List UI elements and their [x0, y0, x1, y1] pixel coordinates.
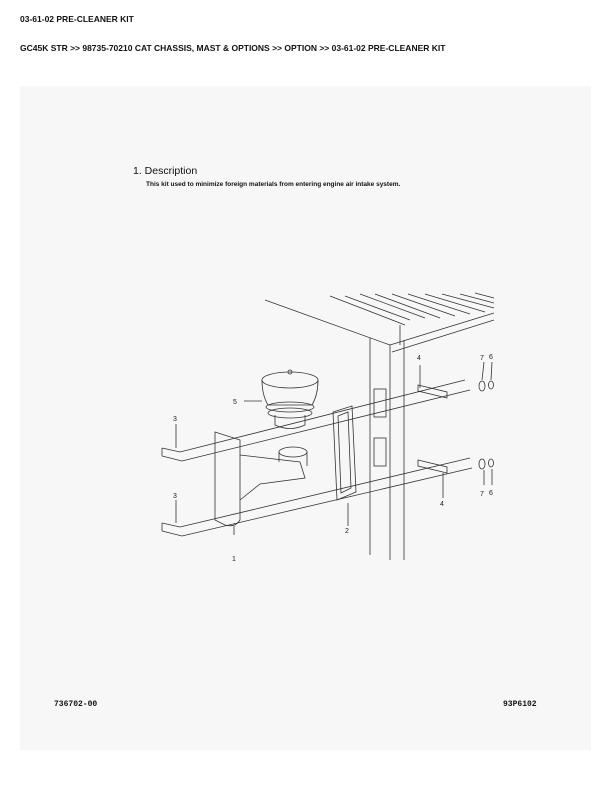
pre-cleaner-bowl — [262, 370, 318, 429]
callout-3-upper: 3 — [173, 416, 177, 423]
bracket-upper — [418, 365, 447, 398]
lower-mounting-band — [162, 458, 472, 536]
mast-post — [370, 338, 404, 560]
breadcrumb: GC45K STR >> 98735-70210 CAT CHASSIS, MAST & OPTIONS >> OPTION >> 03-61-02 PRE-CLEANER KIT — [20, 43, 446, 53]
section-heading: 1. Description — [133, 165, 198, 177]
callout-6-lower: 6 — [489, 490, 493, 497]
callout-6-upper: 6 — [489, 354, 493, 361]
bracket-lower — [418, 460, 447, 498]
callout-7-lower: 7 — [480, 491, 484, 498]
washers-and-nuts — [479, 362, 494, 485]
chassis-frame — [265, 293, 494, 352]
callout-2: 2 — [345, 528, 349, 535]
drawing-number: 736702-00 — [54, 700, 98, 709]
page-title: 03-61-02 PRE-CLEANER KIT — [20, 14, 134, 24]
callout-4-lower: 4 — [440, 501, 444, 508]
callout-5: 5 — [233, 399, 237, 406]
callout-1: 1 — [232, 556, 236, 563]
intake-body — [215, 432, 307, 535]
callout-4-upper: 4 — [417, 355, 421, 362]
description-text: This kit used to minimize foreign materials from entering engine air intake system. — [146, 181, 401, 188]
callout-3-lower: 3 — [173, 493, 177, 500]
figure-code: 93P6102 — [503, 700, 537, 709]
callout-7-upper: 7 — [480, 355, 484, 362]
